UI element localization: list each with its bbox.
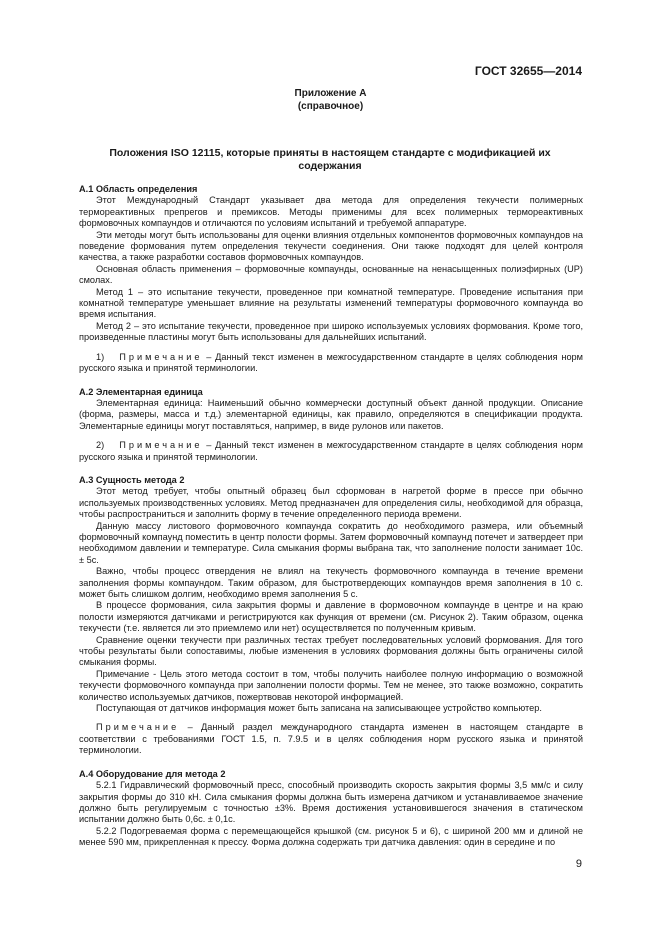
note-label: Примечание (119, 440, 203, 451)
paragraph: Сравнение оценки текучести при различных тестах требует последовательных условий формования. Для того чтобы результаты были сопоставимы, любые изменения в условиях формования должны быть ограничены силой смыкания формы. (79, 634, 583, 668)
note-text: – Данный раздел международного стандарта изменен в настоящем стандарте в соответствии с требованиями ГОСТ 1.5, п. 7.9.5 и в целях соблюдения норм русского языка и принятой терминологии. (79, 722, 583, 756)
paragraph: 5.2.2 Подогреваемая форма с перемещающейся крышкой (см. рисунок 5 и 6), с шириной 200 мм и длиной не менее 590 мм, прикрепленная к прессу. Форма должна содержать три датчика давления: один в середине и по (79, 825, 583, 848)
paragraph: Этот Международный Стандарт указывает два метода для определения текучести полимерных термореактивных препрегов и премиксов. Методы применимы для всех полимерных термореактивных формовочных компаундов и отличаются по условиям испытаний и требуемой аппаратуре. (79, 195, 583, 229)
section-heading: А.2 Элементарная единица (79, 386, 203, 397)
section-heading: А.1 Область определения (79, 184, 198, 194)
paragraph: 5.2.1 Гидравлический формовочный пресс, способный производить скорость закрытия формы 3,5 мм/с и силу закрытия формы до 310 кН. Сила смыкания формы должна быть измерена датчиком и устанавливаемое значение должно быть регулируемым с точностью ±3%. Время достижения установившегося значения в статическом испытании должно быть 0,6с. ± 0,1с. (79, 780, 583, 825)
note-label: Примечание (96, 722, 180, 733)
document-body (79, 184, 583, 849)
paragraph: Метод 2 – это испытание текучести, проведенное при широко используемых условиях формования. Кроме того, произведенные пластины могут быть использованы для дальнейших испытаний. (79, 320, 583, 343)
note (79, 440, 583, 463)
note (79, 352, 583, 375)
section-heading: А.4 Оборудование для метода 2 (79, 768, 226, 779)
paragraph: Важно, чтобы процесс отвердения не влиял на текучесть формовочного компаунда в течение времени заполнения формы компаундом. Таким образом, для быстротвердеющих компаундов время заполнения в 10 с. может быть слишком долгим, необходимо время заполнения 5 с. (79, 566, 583, 599)
paragraph: Этот метод требует, чтобы опытный образец был сформован в нагретой форме в прессе при обычно используемых производственных условиях. Метод предназначен для определения силы, необходимой для образца, чтобы распространиться и заполнить форму в течение определенного периода времени. (79, 486, 583, 520)
paragraph: Примечание - Цель этого метода состоит в том, чтобы получить наиболее полную информацию о возможной текучести формовочного компаунда при заполнении полости формы. Тем не менее, это также возможно, сократить количество используемых датчиков, пожертвовав некоторой информацией. (79, 668, 583, 702)
paragraph: Поступающая от датчиков информация может быть записана на записывающее устройство компьютер. (96, 703, 542, 714)
note (79, 722, 583, 756)
annex-heading (0, 87, 661, 113)
note-number: 2) (96, 440, 105, 451)
paragraph: Основная область применения – формовочные компаунды, основанные на ненасыщенных полиэфирных (UP) смолах. (79, 263, 583, 286)
paragraph: Данную массу листового формовочного компаунда сократить до необходимого размера, или объемный формовочный компаунд поместить в центр полости формы. Затем формовочный компаунд потечет и затвердеет при необходимом давлении и температуре. Сила смыкания формы выбрана так, что заполнение полости занимает 10с. ± 5с. (79, 520, 583, 565)
paragraph: Метод 1 – это испытание текучести, проведенное при комнатной температуре. Проведение испытания при комнатной температуре уменьшает влияние на результаты изменений температуры формовочного компаунда во время испытания. (79, 286, 583, 320)
paragraph: Эти методы могут быть использованы для оценки влияния отдельных компонентов формовочных компаундов на поведение формования путем определения текучести соединения. Они также подходят для целей контроля качества, а также разработки составов формовочных компаундов. (79, 229, 583, 263)
paragraph: Элементарная единица: Наименьший обычно коммерчески доступный объект данной продукции. Описание (форма, размеры, масса и т.д.) элементарной единицы, как правило, определяются в спецификации продукта. Элементарные единицы могут поставляться, например, в виде рулонов или пакетов. (79, 397, 583, 431)
section-heading: А.3 Сущность метода 2 (79, 474, 185, 485)
note-label: Примечание (119, 351, 203, 362)
note-text: – Данный текст изменен в межгосударственном стандарте в целях соблюдения норм русского языка и принятой терминологии. (79, 440, 583, 462)
standard-number: ГОСТ 32655—2014 (474, 64, 582, 78)
note-text: – Данный текст изменен в межгосударственном стандарте в целях соблюдения норм русского языка и принятой терминологии. (79, 351, 583, 374)
note-number: 1) (96, 351, 105, 362)
page-number: 9 (575, 858, 582, 870)
annex-type: (справочное) (297, 101, 364, 112)
document-title: Положения ISO 12115, которые приняты в настоящем стандарте с модификацией их содержания (109, 147, 551, 172)
annex-label: Приложение А (294, 88, 367, 99)
paragraph: В процессе формования, сила закрытия формы и давление в формовочном компаунде в центре и на краю полости измеряются датчиками и регистрируются как функция от времени (см. Рисунок 2). Таким образом, оценка текучести (т.е. является ли это приемлемо или нет) осуществляется по полученным кривым. (79, 600, 583, 634)
